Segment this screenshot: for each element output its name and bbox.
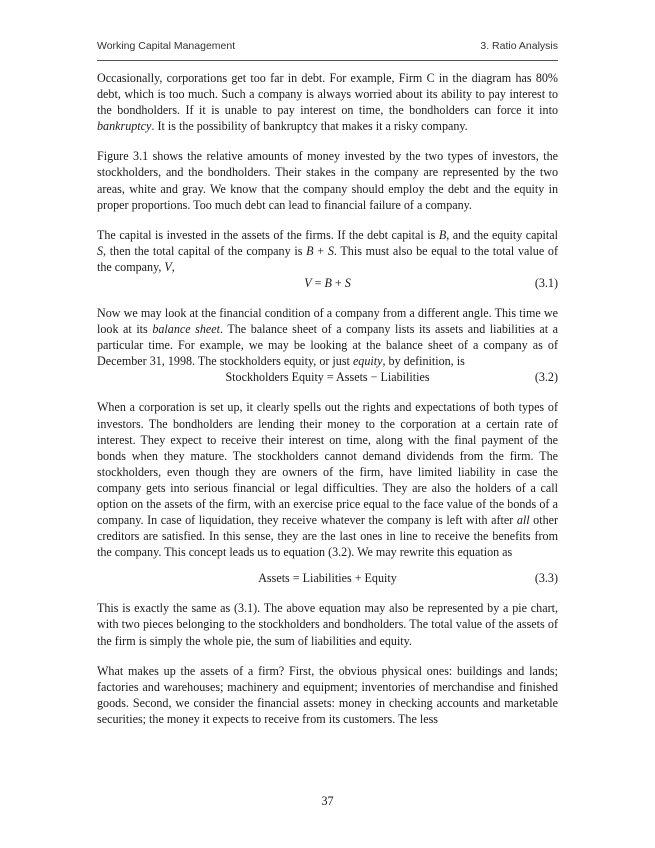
equation-body: Stockholders Equity = Assets − Liabilities [225, 370, 430, 385]
equation-body: Assets = Liabilities + Equity [258, 571, 397, 586]
variable-s: S [97, 243, 104, 258]
header-divider [97, 60, 558, 61]
variable-s: S [344, 276, 351, 291]
paragraph-text: . It is the possibility of bankruptcy that makes it a risky company. [151, 119, 468, 134]
variable-s: S [327, 243, 334, 258]
equation-3-3 [97, 570, 558, 586]
paragraph-bankruptcy [97, 70, 558, 134]
variable-v: V [304, 276, 312, 291]
paragraph-text: Occasionally, corporations get too far in debt. For example, Firm C in the diagram has 80% debt, which is too much. Such a company is always worried about its ability to pay interest to the bondholders. If it is unable to pay interest on time, the bondholders can force it into [97, 71, 558, 118]
equation-number: (3.1) [534, 276, 558, 291]
body-text [97, 70, 558, 741]
paragraph-capital [97, 227, 558, 275]
variable-v: V [164, 259, 172, 274]
header-chapter-title: 3. Ratio Analysis [480, 40, 558, 52]
equation-number: (3.2) [534, 370, 558, 385]
equation-body [304, 276, 351, 290]
equation-3-1 [97, 275, 558, 291]
paragraph-text: , by definition, is [382, 354, 465, 369]
paragraph-figure-reference: Figure 3.1 shows the relative amounts of money invested by the two types of investors, the stockholders, and the bondholders. Their stakes in the company are represented by the two areas, white and gray. We know that the company should employ the debt and the equity in proper proportions. Too much debt can lead to financial failure of a company. [97, 149, 558, 212]
operator-plus: + [331, 276, 345, 291]
header-book-title: Working Capital Management [97, 40, 236, 52]
paragraph-assets: What makes up the assets of a firm? First, the obvious physical ones: buildings and lands; factories and warehouses; machinery and equipment; inventories of merchandise and finished goods. Second, we consider the financial assets: money in checking accounts and marketable securities; the money it expects to receive from its customers. The less [97, 663, 558, 726]
operator-equals: = [311, 276, 325, 291]
operator-plus: + [313, 243, 328, 258]
paragraph-text: Now we may look at the financial condition of a company from a different angle. This time we look at its [97, 306, 558, 337]
paragraph-text: other creditors are satisfied. In this sense, they are the last ones in line to receive the benefits from the company. This concept leads us to equation (3.2). We may rewrite this equation as [97, 513, 559, 560]
term-balance-sheet: balance sheet [152, 322, 220, 337]
paragraph-investors [97, 399, 558, 560]
paragraph-text: . This must also be equal to the total value of the company, [97, 243, 558, 274]
paragraph-text: , then the total capital of the company is [103, 243, 307, 258]
term-bankruptcy: bankruptcy [97, 119, 152, 134]
paragraph-text: The capital is invested in the assets of the firms. If the debt capital is [97, 227, 439, 242]
running-header [97, 40, 558, 54]
term-all: all [516, 513, 530, 528]
paragraph-text: When a corporation is set up, it clearly spells out the rights and expectations of both types of investors. The bondholders are lending their money to the corporation at a certain rate of interest. They expect to receive their interest on time, along with the final payment of the bonds when they mature. The stockholders cannot demand dividends from the firm. The stockholders, even though they are owners of the firm, have limited liability in case the company gets into serious financial or legal difficulties. They are also the holders of a call option on the assets of the firm, with an exercise price equal to the face value of the bonds of a company. In case of liquidation, they receive whatever the company is left with after [97, 400, 558, 528]
term-equity: equity [352, 354, 383, 369]
equation-number: (3.3) [534, 571, 558, 586]
paragraph-balance-sheet [97, 305, 558, 369]
variable-b: B [438, 227, 447, 242]
variable-b: B [324, 276, 332, 291]
page-number: 37 [321, 794, 334, 808]
paragraph-text: , and the equity capital [446, 227, 559, 242]
equation-3-2 [97, 369, 558, 385]
paragraph-text: , [171, 259, 175, 274]
paragraph-text: . The balance sheet of a company lists its assets and liabilities at a particular time. For example, we may be looking at the balance sheet of a company as of December 31, 1998. The stockholders equity, or just [97, 322, 558, 369]
paragraph-pie-chart: This is exactly the same as (3.1). The above equation may also be represented by a pie chart, with two pieces belonging to the stockholders and bondholders. The total value of the assets of the firm is simply the whole pie, the sum of liabilities and equity. [97, 601, 558, 648]
variable-b: B [306, 243, 314, 258]
